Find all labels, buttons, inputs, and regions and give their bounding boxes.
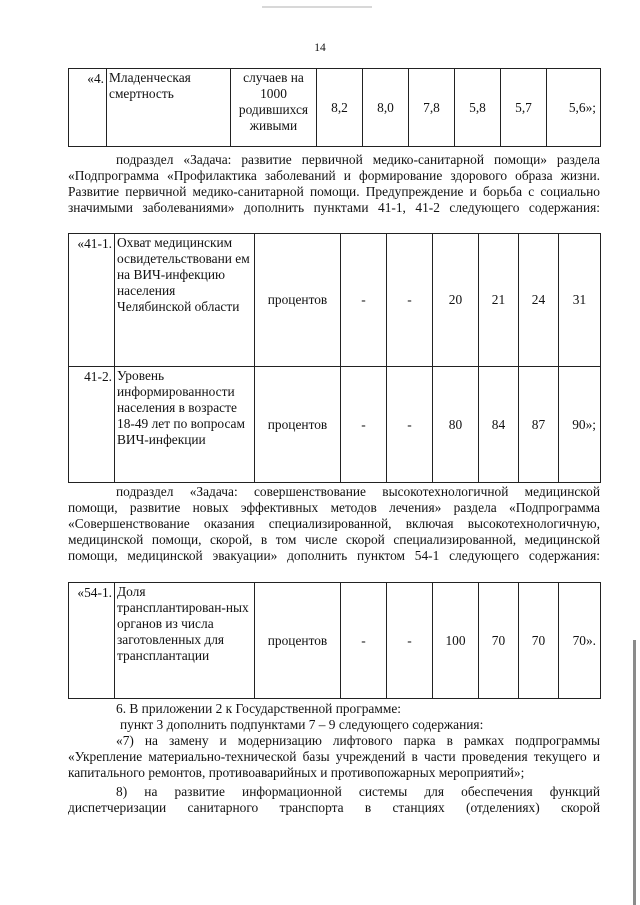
indicator-name: Доля трансплантирован-ных органов из числа заготовленных для трансплантации [115,583,255,699]
value-cell: - [387,367,433,483]
value-cell: 100 [433,583,479,699]
row-number: «4. [69,69,107,147]
row-number: «54-1. [69,583,115,699]
unit-cell: процентов [255,583,341,699]
value-cell: 31 [559,234,601,367]
paragraph-subsection-high-tech-care [68,484,600,564]
unit-cell: процентов [255,367,341,483]
value-cell: 70 [479,583,519,699]
value-cell: - [341,583,387,699]
indicators-table-1 [68,68,601,147]
scan-artifact-top [262,6,372,8]
paragraph-appendix-2 [68,701,600,816]
page-number: 14 [314,42,326,54]
paragraph-subsection-primary-care [68,152,600,216]
indicator-name: Охват медицинским освидетельствовани ем на ВИЧ-инфекцию населения Челябинской области [115,234,255,367]
indicators-table-3 [68,582,601,699]
row-number: 41-2. [69,367,115,483]
value-cell: 70 [519,583,559,699]
value-cell: - [341,234,387,367]
value-cell: 70». [559,583,601,699]
indicators-table-2 [68,233,601,483]
indicator-name: Уровень информированности населения в возрасте 18-49 лет по вопросам ВИЧ-инфекции [115,367,255,483]
table-row [69,69,601,147]
paragraph-text: подраздел «Задача: развитие первичной медико-санитарной помощи» раздела «Подпрограмма «Профилактика заболеваний и формирование здорового образа жизни. Развитие первичной медико-санитарной помощи. Предупреждение и борьба с социально значимыми заболеваниями» дополнить пунктами 41-1, 41-2 следующего содержания: [68,152,600,215]
value-cell: 80 [433,367,479,483]
value-cell: - [341,367,387,483]
unit-cell: случаев на 1000 родившихся живыми [231,69,317,147]
value-cell: 90»; [559,367,601,483]
value-cell: 8,2 [317,69,363,147]
value-cell: 8,0 [363,69,409,147]
paragraph-text: 8) на развитие информационной системы для обеспечения функций диспетчеризации санитарного транспорта в станциях (отделениях) скорой [68,784,600,815]
value-cell: 7,8 [409,69,455,147]
value-cell: 84 [479,367,519,483]
scan-artifact-edge [633,640,636,905]
value-cell: 5,6»; [547,69,601,147]
paragraph-text: 6. В приложении 2 к Государственной программе: [116,701,401,716]
value-cell: 5,8 [455,69,501,147]
paragraph-text: пункт 3 дополнить подпунктами 7 – 9 следующего содержания: [120,717,484,732]
paragraph-text: «7) на замену и модернизацию лифтового парка в рамках подпрограммы «Укрепление материально-технической базы учреждений в части проведения текущего и капитального ремонтов, противоаварийных и противопожарных мероприятий»; [68,733,600,780]
table-row [69,234,601,367]
value-cell: 20 [433,234,479,367]
value-cell: 87 [519,367,559,483]
paragraph-text: подраздел «Задача: совершенствование высокотехнологичной медицинской помощи, развитие новых эффективных методов лечения» раздела «Подпрограмма «Совершенствование оказания специализированной, включая высокотехнологичную, медицинской помощи, скорой, в том числе скорой специализированной, медицинской помощи, медицинской эвакуации» дополнить пунктом 54-1 следующего содержания: [68,484,600,563]
table-row [69,583,601,699]
value-cell: - [387,234,433,367]
value-cell: 5,7 [501,69,547,147]
value-cell: 24 [519,234,559,367]
value-cell: 21 [479,234,519,367]
value-cell: - [387,583,433,699]
indicator-name: Младенческая смертность [107,69,231,147]
table-row [69,367,601,483]
unit-cell: процентов [255,234,341,367]
row-number: «41-1. [69,234,115,367]
